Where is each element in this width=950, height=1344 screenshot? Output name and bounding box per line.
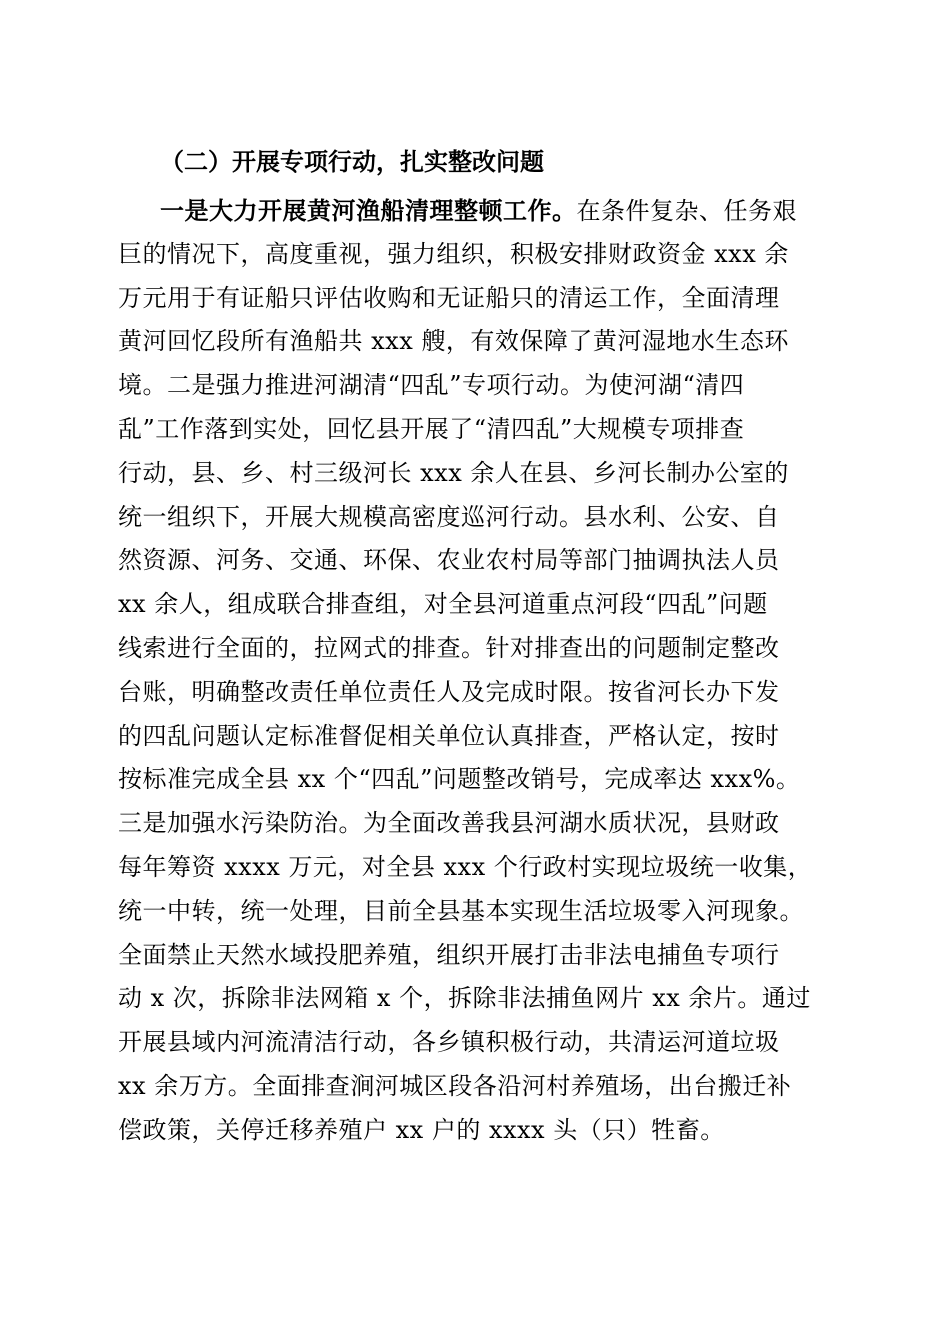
paragraph-line-10: xx 余人，组成联合排查组，对全县河道重点河段“四乱”问题 [118, 590, 768, 619]
lead-phrase: 一是大力开展黄河渔船清理整顿工作。 [160, 196, 577, 225]
paragraph-line-13: 的四乱问题认定标准督促相关单位认真排查，严格认定，按时 [118, 721, 780, 750]
paragraph-line-6: 乱”工作落到实处，回忆县开展了“清四乱”大规模专项排查 [118, 414, 745, 443]
paragraph-line-16: 每年筹资 xxxx 万元，对全县 xxx 个行政村实现垃圾统一收集， [118, 852, 813, 881]
paragraph-line-4: 黄河回忆段所有渔船共 xxx 艘，有效保障了黄河湿地水生态环 [118, 327, 789, 356]
paragraph-line-1 [118, 189, 848, 233]
paragraph-line-19: 动 x 次，拆除非法网箱 x 个，拆除非法捕鱼网片 xx 余片。通过 [118, 984, 811, 1013]
paragraph-line-15: 三是加强水污染防治。为全面改善我县河湖水质状况，县财政 [118, 809, 780, 838]
section-heading: （二）开展专项行动，扎实整改问题 [160, 147, 544, 176]
paragraph-line-21: xx 余万方。全面排查涧河城区段各沿河村养殖场，出台搬迁补 [118, 1071, 792, 1100]
paragraph-line-12: 台账，明确整改责任单位责任人及完成时限。按省河长办下发 [118, 677, 780, 706]
paragraph-line-22: 偿政策，关停迁移养殖户 xx 户的 xxxx 头（只）牲畜。 [118, 1115, 725, 1144]
paragraph-line-7: 行动，县、乡、村三级河长 xxx 余人在县、乡河长制办公室的 [118, 458, 789, 487]
line-text: 在条件复杂、任务艰 [576, 197, 797, 225]
body-paragraph [118, 189, 848, 1153]
paragraph-line-20: 开展县域内河流清洁行动，各乡镇积极行动，共清运河道垃圾 [118, 1028, 780, 1057]
paragraph-line-3: 万元用于有证船只评估收购和无证船只的清运工作，全面清理 [118, 283, 780, 312]
paragraph-line-8: 统一组织下，开展大规模高密度巡河行动。县水利、公安、自 [118, 502, 780, 531]
paragraph-line-11: 线索进行全面的，拉网式的排查。针对排查出的问题制定整改 [118, 633, 780, 662]
paragraph-line-18: 全面禁止天然水域投肥养殖，组织开展打击非法电捕鱼专项行 [118, 940, 780, 969]
paragraph-line-5: 境。二是强力推进河湖清“四乱”专项行动。为使河湖“清四 [118, 371, 745, 400]
paragraph-line-9: 然资源、河务、交通、环保、农业农村局等部门抽调执法人员 [118, 546, 780, 575]
paragraph-line-14: 按标准完成全县 xx 个“四乱”问题整改销号，完成率达 xxx%。 [118, 765, 801, 794]
paragraph-line-2: 巨的情况下，高度重视，强力组织，积极安排财政资金 xxx 余 [118, 239, 789, 268]
paragraph-line-17: 统一中转，统一处理，目前全县基本实现生活垃圾零入河现象。 [118, 896, 804, 925]
